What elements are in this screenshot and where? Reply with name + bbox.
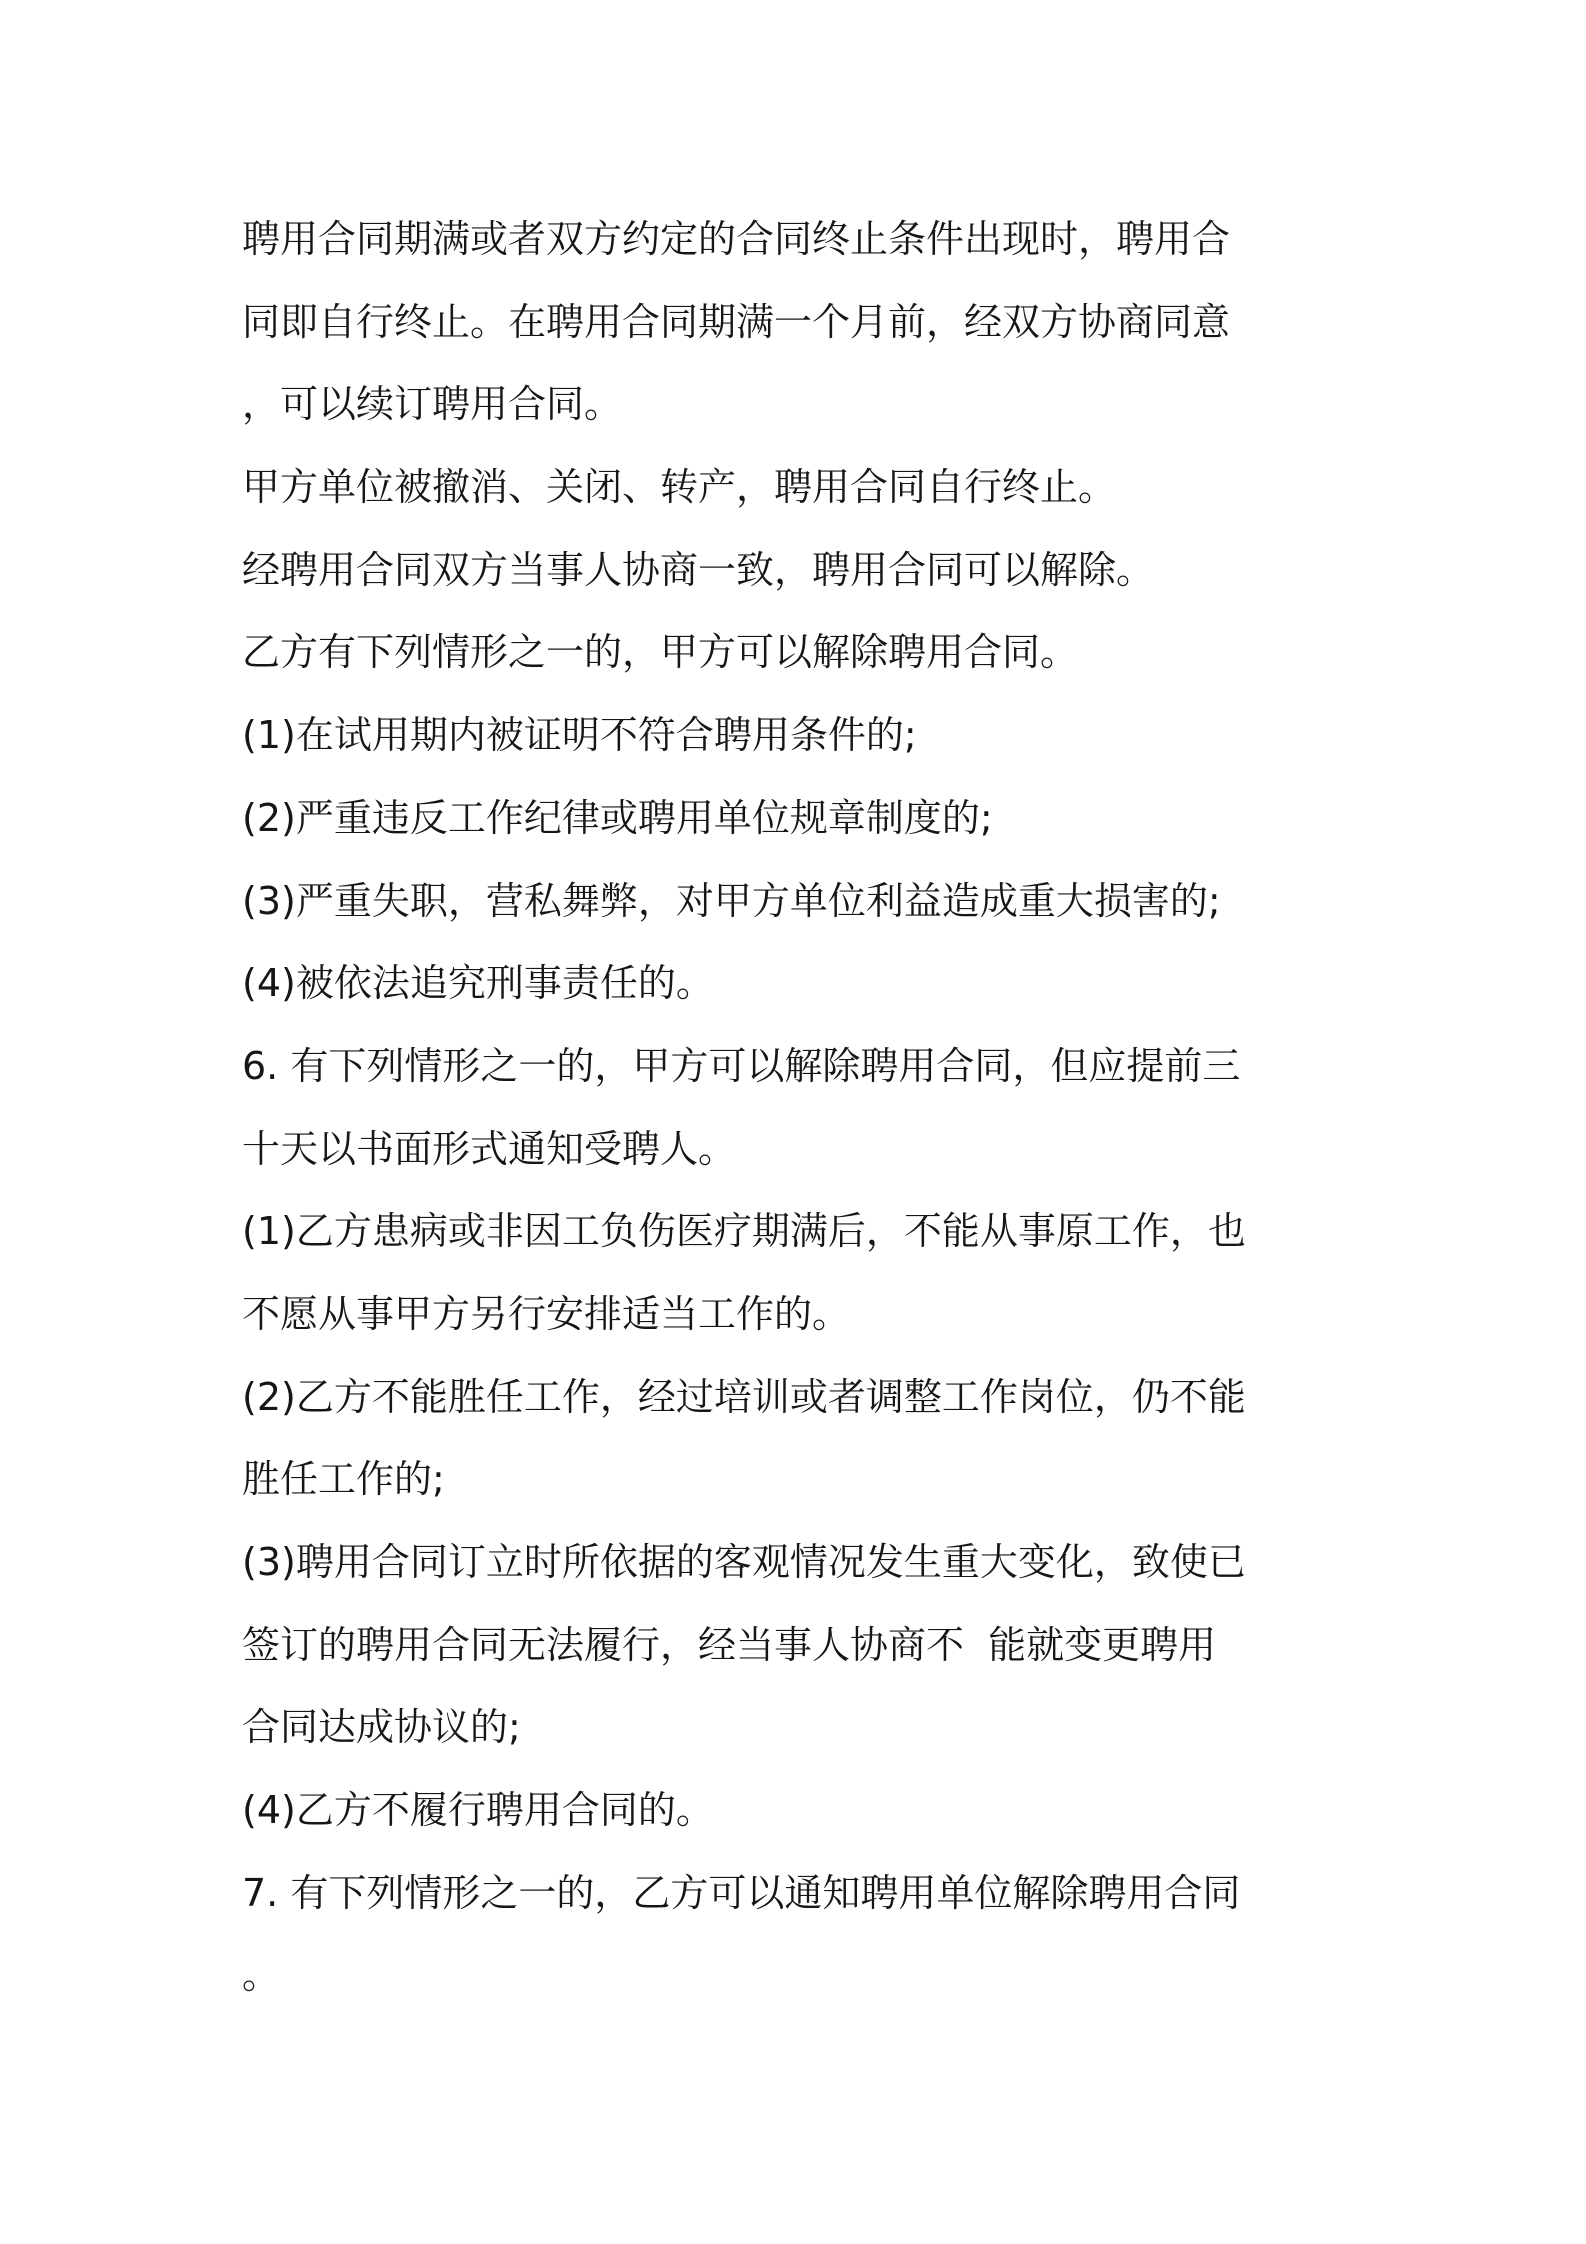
text-line: 不愿从事甲方另行安排适当工作的。 <box>242 1291 851 1336</box>
text-line: 签订的聘用合同无法履行，经当事人协商不 能就变更聘用 <box>242 1622 1217 1667</box>
text-line: (2)乙方不能胜任工作，经过培训或者调整工作岗位，仍不能 <box>242 1374 1246 1419</box>
text-line: ，可以续订聘用合同。 <box>242 382 623 427</box>
text-line: (1)在试用期内被证明不符合聘用条件的; <box>242 713 917 758</box>
text-line: 。 <box>242 1953 281 1998</box>
text-line: 十天以书面形式通知受聘人。 <box>242 1126 737 1171</box>
text-line: 7. 有下列情形之一的，乙方可以通知聘用单位解除聘用合同 <box>242 1870 1241 1915</box>
text-line: 甲方单位被撤消、关闭、转产，聘用合同自行终止。 <box>242 465 1117 510</box>
text-line: 乙方有下列情形之一的，甲方可以解除聘用合同。 <box>242 630 1079 675</box>
text-line: 聘用合同期满或者双方约定的合同终止条件出现时，聘用合 <box>242 217 1231 261</box>
contract-text-body <box>242 198 1358 2017</box>
text-line: (1)乙方患病或非因工负伤医疗期满后，不能从事原工作，也 <box>242 1209 1246 1254</box>
text-line: 胜任工作的; <box>242 1457 445 1502</box>
text-line: (3)聘用合同订立时所依据的客观情况发生重大变化，致使已 <box>242 1540 1246 1584</box>
text-line: (4)被依法追究刑事责任的。 <box>242 961 714 1006</box>
text-line: 经聘用合同双方当事人协商一致，聘用合同可以解除。 <box>242 547 1155 592</box>
text-line: (3)严重失职，营私舞弊，对甲方单位利益造成重大损害的; <box>242 878 1221 923</box>
text-line: 6. 有下列情形之一的，甲方可以解除聘用合同，但应提前三 <box>242 1043 1241 1088</box>
text-line: 同即自行终止。在聘用合同期满一个月前，经双方协商同意 <box>242 299 1231 344</box>
text-line: (4)乙方不履行聘用合同的。 <box>242 1788 714 1833</box>
text-line: 合同达成协议的; <box>242 1705 521 1750</box>
text-line: (2)严重违反工作纪律或聘用单位规章制度的; <box>242 795 993 840</box>
